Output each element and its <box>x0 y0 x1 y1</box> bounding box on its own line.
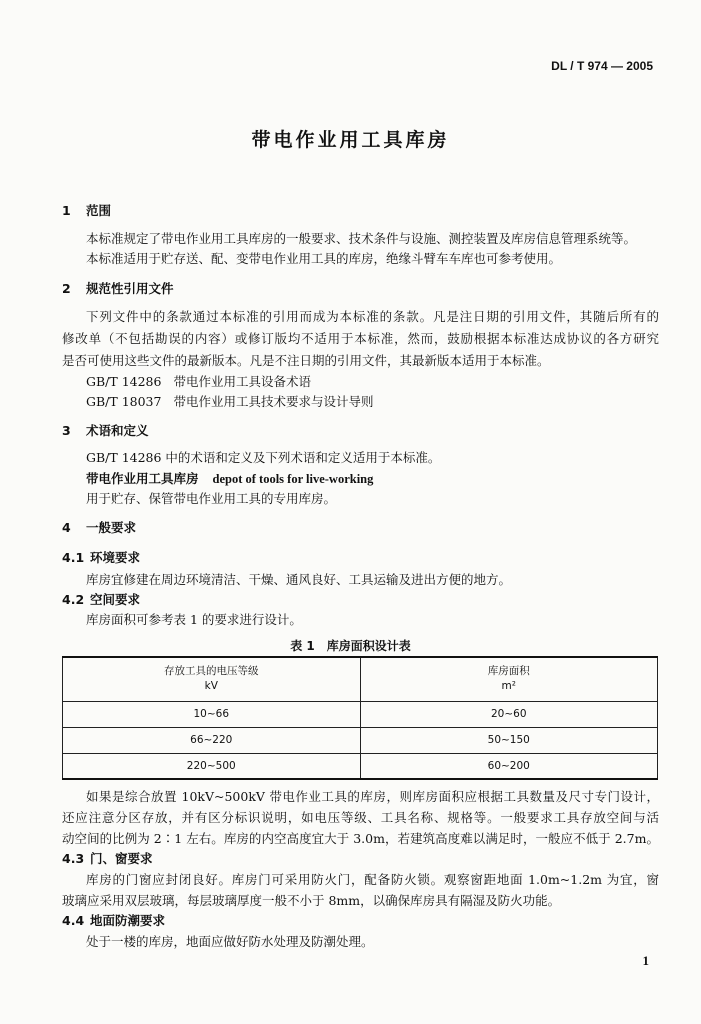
column-header-voltage <box>63 657 361 701</box>
header-label: 库房面积 <box>487 665 530 678</box>
paragraph-line: 如果是综合放置 10kV~500kV 带电作业工具的库房，则库房面积应根据工具数量及尺寸专门设计， <box>86 789 659 804</box>
area-cell: 50~150 <box>360 727 658 753</box>
header-unit: kV <box>204 680 218 693</box>
normative-reference <box>86 372 311 390</box>
paragraph: 库房面积可参考表 1 的要求进行设计。 <box>86 612 302 627</box>
area-cell: 60~200 <box>360 753 658 779</box>
voltage-cell: 10~66 <box>63 701 361 727</box>
term-english: depot of tools for live-working <box>212 472 374 486</box>
subsection-4-2-heading <box>62 590 140 608</box>
table-row <box>63 753 658 779</box>
subsection-number: 4.2 <box>62 592 85 607</box>
table-row <box>63 701 658 727</box>
subsection-title: 地面防潮要求 <box>90 913 166 928</box>
header-label: 存放工具的电压等级 <box>164 665 259 678</box>
section-number: 4 <box>62 520 71 535</box>
section-number: 2 <box>62 281 71 296</box>
table-header-row <box>63 657 658 701</box>
section-4-heading <box>62 518 136 536</box>
column-header-area <box>360 657 658 701</box>
paragraph-line: 库房的门窗应封闭良好。库房门可采用防火门，配备防火锁。观察窗距地面 1.0m~1.2m 为宜，窗 <box>86 872 659 887</box>
paragraph: 本标准规定了带电作业用工具库房的一般要求、技术条件与设施、测控装置及库房信息管理系统等。 <box>86 231 637 246</box>
paragraph-line: 玻璃应采用双层玻璃，每层玻璃厚度一般不小于 8mm，以确保库房具有隔湿及防火功能。 <box>62 893 561 908</box>
section-2-heading <box>62 279 174 297</box>
paragraph-line: 还应注意分区存放，并有区分标识说明，如电压等级、工具名称、规格等。一般要求工具存放空间与活 <box>62 810 659 825</box>
paragraph-line: 动空间的比例为 2∶1 左右。库房的内空高度宜大于 3.0m，若建筑高度难以满足时，一般应不低于 2.7m。 <box>62 831 659 846</box>
reference-code: GB/T 14286 <box>86 374 162 389</box>
section-number: 1 <box>62 203 71 218</box>
subsection-4-4-heading <box>62 911 165 929</box>
subsection-title: 空间要求 <box>90 592 141 607</box>
paragraph: GB/T 14286 中的术语和定义及下列术语和定义适用于本标准。 <box>86 450 441 465</box>
section-3-heading <box>62 421 149 439</box>
subsection-number: 4.4 <box>62 913 85 928</box>
subsection-4-1-heading <box>62 548 140 566</box>
reference-code: GB/T 18037 <box>86 394 162 409</box>
reference-title: 带电作业用工具设备术语 <box>173 374 311 389</box>
voltage-cell: 220~500 <box>63 753 361 779</box>
paragraph-line: 修改单（不包括勘误的内容）或修订版均不适用于本标准，然而，鼓励根据本标准达成协议的各方研究 <box>62 331 659 346</box>
reference-title: 带电作业用工具技术要求与设计导则 <box>173 394 374 409</box>
term-entry <box>86 469 373 487</box>
subsection-title: 门、窗要求 <box>90 851 153 866</box>
section-number: 3 <box>62 423 71 438</box>
header-unit: m² <box>501 680 516 693</box>
term-definition: 用于贮存、保管带电作业用工具的专用库房。 <box>86 491 337 506</box>
section-title: 术语和定义 <box>86 423 149 438</box>
document-title: 带电作业用工具库房 <box>251 129 450 151</box>
section-title: 规范性引用文件 <box>86 281 174 296</box>
paragraph-line: 是否可使用这些文件的最新版本。凡是不注日期的引用文件，其最新版本适用于本标准。 <box>62 353 550 368</box>
paragraph: 本标准适用于贮存送、配、变带电作业用工具的库房，绝缘斗臂车车库也可参考使用。 <box>86 251 562 266</box>
paragraph: 处于一楼的库房，地面应做好防水处理及防潮处理。 <box>86 934 374 949</box>
section-1-heading <box>62 201 111 219</box>
subsection-4-3-heading <box>62 849 153 867</box>
subsection-number: 4.3 <box>62 851 85 866</box>
area-cell: 20~60 <box>360 701 658 727</box>
paragraph-line: 下列文件中的条款通过本标准的引用而成为本标准的条款。凡是注日期的引用文件，其随后所有的 <box>86 309 659 324</box>
area-design-table <box>62 656 658 780</box>
section-title: 一般要求 <box>86 520 137 535</box>
section-title: 范围 <box>86 203 112 218</box>
page-number: 1 <box>642 953 649 968</box>
normative-reference <box>86 392 373 410</box>
subsection-title: 环境要求 <box>90 550 141 565</box>
voltage-cell: 66~220 <box>63 727 361 753</box>
subsection-number: 4.1 <box>62 550 85 565</box>
paragraph: 库房宜修建在周边环境清洁、干燥、通风良好、工具运输及进出方便的地方。 <box>86 572 512 587</box>
term-chinese: 带电作业用工具库房 <box>86 471 199 486</box>
table-caption: 表 1 库房面积设计表 <box>290 639 411 653</box>
table-row <box>63 727 658 753</box>
standard-code: DL / T 974 — 2005 <box>551 59 653 73</box>
